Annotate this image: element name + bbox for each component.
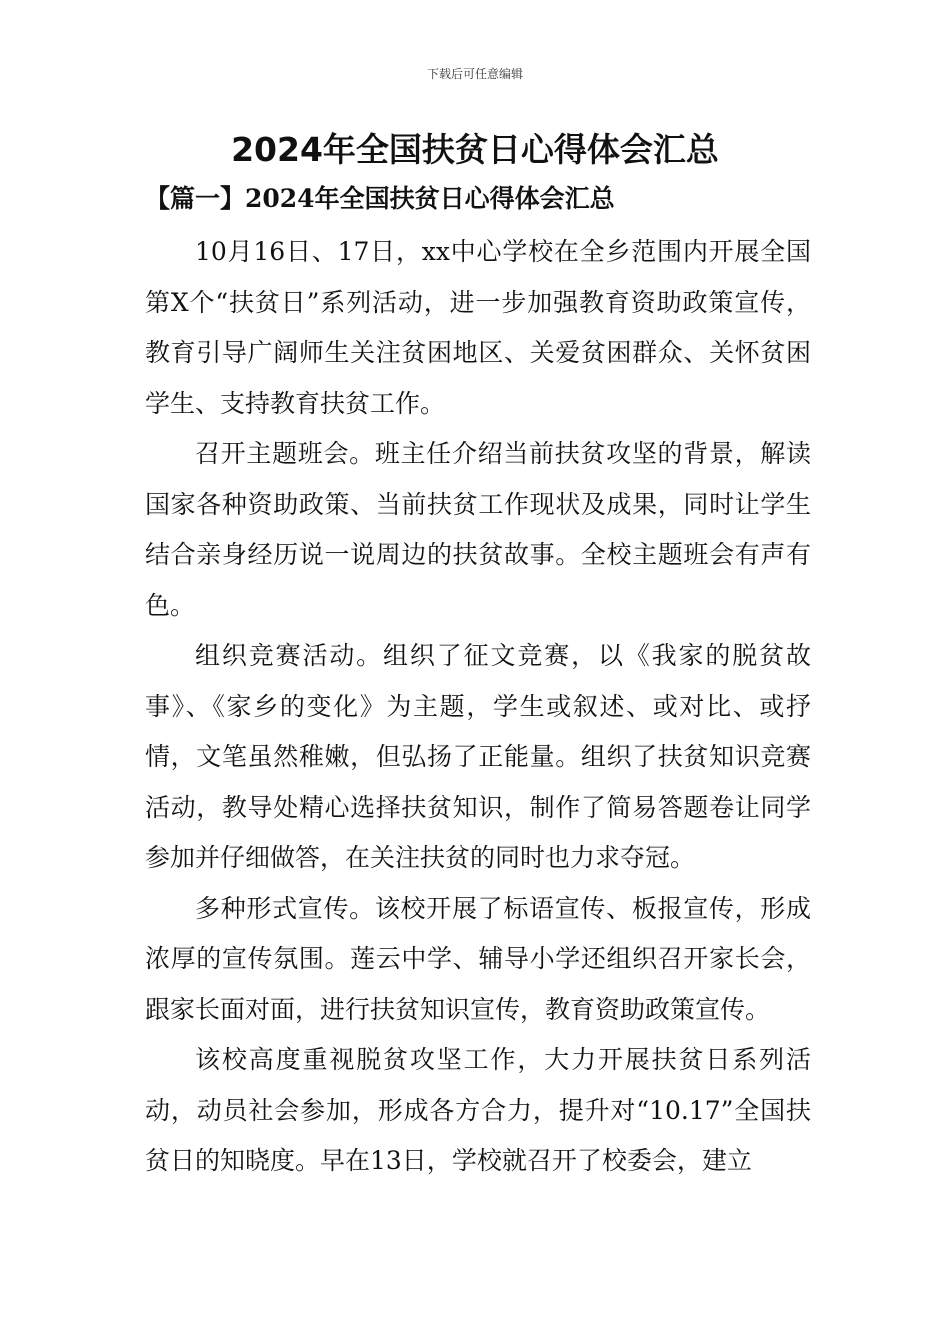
paragraph: 该校高度重视脱贫攻坚工作，大力开展扶贫日系列活动，动员社会参加，形成各方合力，提升对“10.17”全国扶贫日的知晓度。早在13日，学校就召开了校委会，建立 bbox=[145, 1045, 811, 1175]
paragraph: 召开主题班会。班主任介绍当前扶贫攻坚的背景，解读国家各种资助政策、当前扶贫工作现状及成果，同时让学生结合亲身经历说一说周边的扶贫故事。全校主题班会有声有色。 bbox=[145, 439, 811, 620]
page-title: 2024年全国扶贫日心得体会汇总 bbox=[231, 130, 719, 169]
paragraph: 10月16日、17日，xx中心学校在全乡范围内开展全国第X个“扶贫日”系列活动，进一步加强教育资助政策宣传，教育引导广阔师生关注贫困地区、关爱贫困群众、关怀贫困学生、支持教育扶贫工作。 bbox=[145, 237, 811, 418]
paragraph: 组织竞赛活动。组织了征文竞赛，以《我家的脱贫故事》、《家乡的变化》为主题，学生或叙述、或对比、或抒情，文笔虽然稚嫩，但弘扬了正能量。组织了扶贫知识竞赛活动，教导处精心选择扶贫知识，制作了简易答题卷让同学参加并仔细做答，在关注扶贫的同时也力求夺冠。 bbox=[145, 641, 811, 872]
header-note: 下载后可任意编辑 bbox=[426, 67, 523, 81]
paragraph: 多种形式宣传。该校开展了标语宣传、板报宣传，形成浓厚的宣传氛围。莲云中学、辅导小学还组织召开家长会，跟家长面对面，进行扶贫知识宣传，教育资助政策宣传。 bbox=[145, 893, 811, 1024]
section-heading: 【篇一】2024年全国扶贫日心得体会汇总 bbox=[145, 184, 615, 213]
document-body bbox=[145, 227, 811, 1187]
